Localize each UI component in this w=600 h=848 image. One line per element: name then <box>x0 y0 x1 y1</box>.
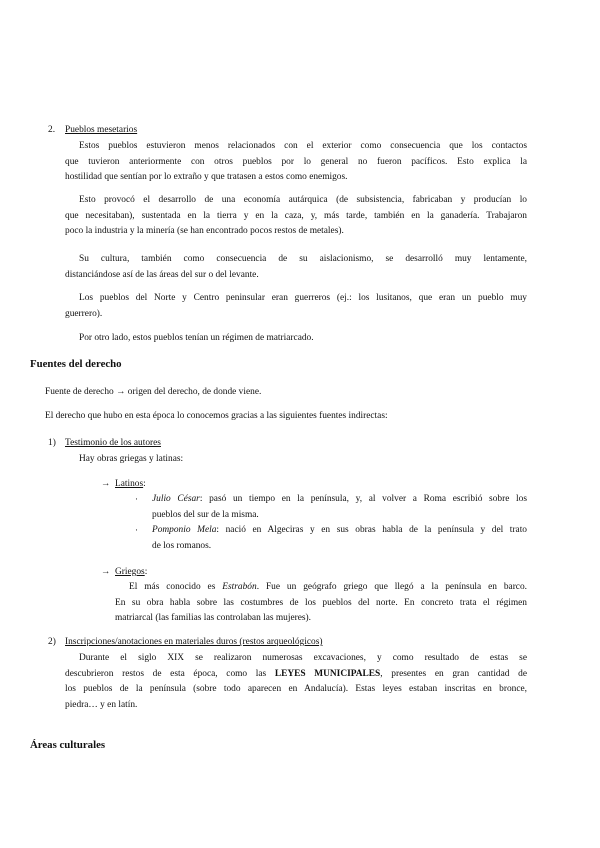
text-line: Esto provocó el desarrollo de una economía autárquica (de subsistencia, fabricaban y producían lo <box>79 195 527 205</box>
author-pomponio-mela: Pomponio Mela <box>152 525 217 535</box>
arrow-icon: → <box>101 479 111 489</box>
text-fragment: : nació en Algeciras y en sus obras habla de la península y del trato <box>216 525 527 535</box>
paragraph-pueblos-4 <box>65 291 527 322</box>
heading-areas-culturales: Áreas culturales <box>30 739 106 751</box>
item-sub-obras: Hay obras griegas y latinas: <box>79 454 184 464</box>
griegos-label: Griegos <box>115 567 145 577</box>
text-fragment: , presentes en gran cantidad de <box>380 668 527 679</box>
fuentes-intro: El derecho que hubo en esta época lo conocemos gracias a las siguientes fuentes indirectas: <box>45 411 388 421</box>
subheading-latinos <box>115 477 146 493</box>
text-line: Su cultura, también como consecuencia de su aislacionismo, se desarrolló muy lentamente, <box>79 254 527 264</box>
griegos-colon: : <box>144 567 148 577</box>
text-line <box>65 667 527 683</box>
list-number: 2. <box>48 125 56 135</box>
text-line: matriarcal (las familias las controlaban las mujeres). <box>115 613 312 624</box>
text-line: poco la industria y la minería (se han encontrado pocos restos de metales). <box>65 226 344 237</box>
text-line: los pueblos de la península (sobre todo aparecen en Andalucía). Estas leyes estaban inscritas en bronce, <box>65 684 527 695</box>
author-estrabon: Estrabón <box>222 582 257 592</box>
section-title-pueblos-mesetarios: Pueblos mesetarios <box>65 125 138 135</box>
inscripciones-paragraph <box>65 651 527 713</box>
text-fragment: descubrieron restos de esta época, como las <box>65 668 275 679</box>
latinos-bullet-julio-cesar <box>152 492 527 523</box>
definition-fuente-de-derecho: Fuente de derecho → origen del derecho, de donde viene. <box>45 387 262 397</box>
list-number: 2) <box>48 637 56 647</box>
text-line <box>152 523 527 539</box>
text-fragment: El más conocido es <box>129 582 223 592</box>
text-line: Durante el siglo XIX se realizaron numerosas excavaciones, y como resultado de estas se <box>79 653 527 663</box>
arrow-icon: → <box>101 567 111 577</box>
text-line: Los pueblos del Norte y Centro peninsular eran guerreros (ej.: los lusitanos, que eran un pueblo muy <box>79 293 527 303</box>
latinos-bullet-pomponio-mela <box>152 523 527 554</box>
griegos-paragraph <box>115 580 527 627</box>
item-title-inscripciones: Inscripciones/anotaciones en materiales duros (restos arqueológicos) <box>65 637 323 647</box>
heading-fuentes-del-derecho: Fuentes del derecho <box>30 358 122 370</box>
paragraph-pueblos-5: Por otro lado, estos pueblos tenían un régimen de matriarcado. <box>79 333 314 343</box>
text-line <box>115 580 527 596</box>
text-line: que tuvieron anteriormente con otros pueblos por lo general no fueron pacíficos. Esto explica la <box>65 156 527 167</box>
paragraph-pueblos-3 <box>65 252 527 283</box>
author-julio-cesar: Julio César <box>152 494 200 504</box>
text-line: que necesitaban), sustentada en la tierra y en la caza, y, más tarde, también en la ganadería. Trabajaron <box>65 210 527 221</box>
text-fragment: . Fue un geógrafo griego que llegó a la península en barco. <box>256 582 528 592</box>
text-line: guerrero). <box>65 308 103 319</box>
list-number: 1) <box>48 438 56 448</box>
latinos-colon: : <box>143 479 146 489</box>
paragraph-pueblos-1 <box>65 139 527 186</box>
latinos-label: Latinos <box>115 479 144 489</box>
text-line: de los romanos. <box>152 540 212 551</box>
bullet-icon: · <box>135 525 138 535</box>
text-line: pueblos del sur de la misma. <box>152 509 259 520</box>
text-line: distanciándose así de las áreas del sur o del levante. <box>65 269 259 280</box>
text-line: hostilidad que sentían por lo extraño y que tratasen a estos como enemigos. <box>65 172 348 183</box>
leyes-municipales: LEYES MUNICIPALES <box>274 668 381 679</box>
paragraph-pueblos-2 <box>65 193 527 240</box>
text-line <box>152 492 527 508</box>
bullet-icon: · <box>135 494 138 504</box>
text-line: Estos pueblos estuvieron menos relacionados con el exterior como consecuencia que los contactos <box>79 141 527 151</box>
text-line: En su obra habla sobre las costumbres de los pueblos del norte. En concreto trata el régimen <box>115 597 527 608</box>
subheading-griegos <box>115 565 147 581</box>
text-line: piedra… y en latín. <box>65 699 138 710</box>
item-title-testimonio: Testimonio de los autores <box>65 438 161 448</box>
text-fragment: : pasó un tiempo en la península, y, al volver a Roma escribió sobre los <box>199 494 527 504</box>
